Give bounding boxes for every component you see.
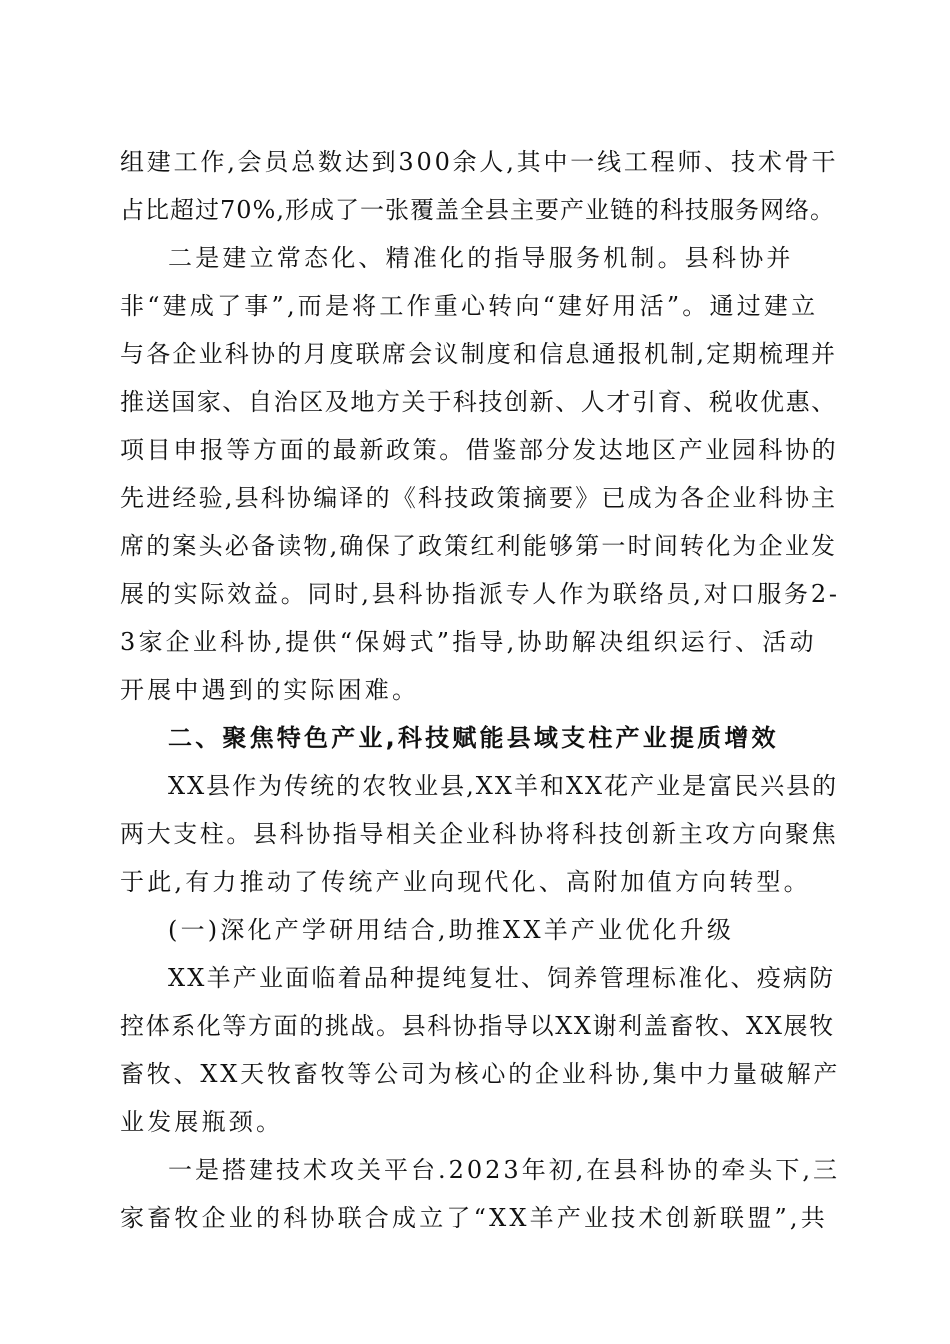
body-text-line: 非“建成了事”,而是将工作重心转向“建好用活”。通过建立 xyxy=(120,292,819,320)
body-text-line: 占比超过70%,形成了一张覆盖全县主要产业链的科技服务网络。 xyxy=(120,196,835,224)
body-text-line: 控体系化等方面的挑战。县科协指导以XX谢利盖畜牧、XX展牧 xyxy=(120,1012,835,1040)
body-text-line: 先进经验,县科协编译的《科技政策摘要》已成为各企业科协主 xyxy=(120,484,838,512)
body-text-line: 项目申报等方面的最新政策。借鉴部分发达地区产业园科协的 xyxy=(120,436,839,464)
body-text-line: 于此,有力推动了传统产业向现代化、高附加值方向转型。 xyxy=(120,868,811,896)
paragraph-first-line: XX羊产业面临着品种提纯复壮、饲养管理标准化、疫病防 xyxy=(168,964,836,992)
body-text-line: 推送国家、自治区及地方关于科技创新、人才引育、税收优惠、 xyxy=(120,388,837,416)
paragraph-first-line: 一是搭建技术攻关平台.2023年初,在县科协的牵头下,三 xyxy=(168,1156,840,1184)
body-text-line: 展的实际效益。同时,县科协指派专人作为联络员,对口服务2- xyxy=(120,580,840,608)
body-text-line: 3家企业科协,提供“保姆式”指导,协助解决组织运行、活动 xyxy=(120,628,817,656)
body-text-line: 畜牧、XX天牧畜牧等公司为核心的企业科协,集中力量破解产 xyxy=(120,1060,841,1088)
section-heading: 二、聚焦特色产业,科技赋能县域支柱产业提质增效 xyxy=(168,724,779,752)
body-text-line: 开展中遇到的实际困难。 xyxy=(120,676,420,704)
body-text-line: 业发展瓶颈。 xyxy=(120,1108,284,1136)
subsection-heading: (一)深化产学研用结合,助推XX羊产业优化升级 xyxy=(168,916,735,944)
body-text-line: 家畜牧企业的科协联合成立了“XX羊产业技术创新联盟”,共 xyxy=(120,1204,828,1232)
paragraph-first-line: 二是建立常态化、精准化的指导服务机制。县科协并 xyxy=(168,244,794,272)
paragraph-first-line: XX县作为传统的农牧业县,XX羊和XX花产业是富民兴县的 xyxy=(168,772,839,800)
body-text-line: 两大支柱。县科协指导相关企业科协将科技创新主攻方向聚焦 xyxy=(120,820,839,848)
body-text-line: 席的案头必备读物,确保了政策红利能够第一时间转化为企业发 xyxy=(120,532,838,560)
body-text-line: 组建工作,会员总数达到300余人,其中一线工程师、技术骨干 xyxy=(120,148,839,176)
body-text-line: 与各企业科协的月度联席会议制度和信息通报机制,定期梳理并 xyxy=(120,340,838,368)
